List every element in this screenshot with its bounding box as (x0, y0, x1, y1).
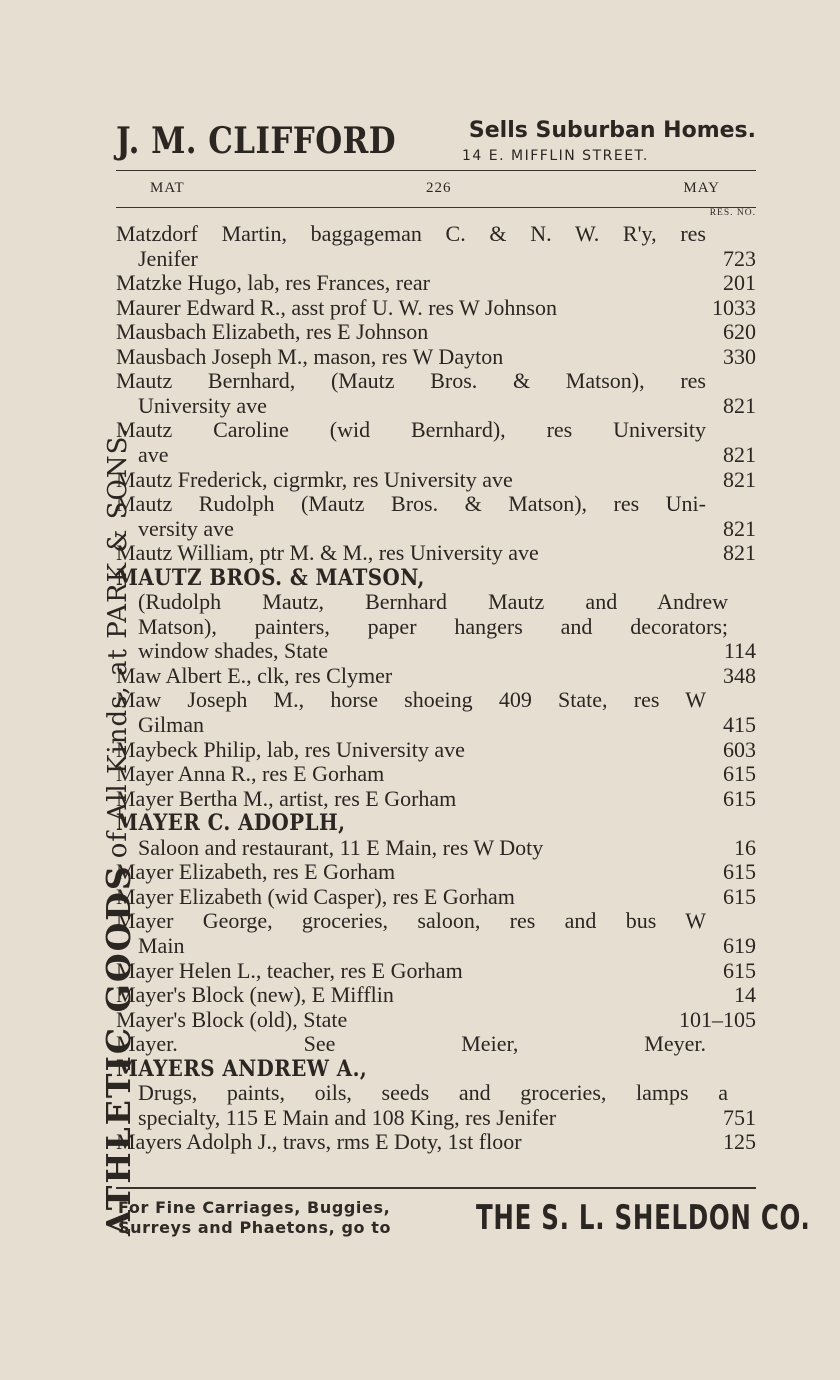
entry-text: Mayer Elizabeth, res E Gorham (116, 859, 396, 885)
directory-entry (116, 688, 756, 712)
residence-number: 16 (734, 834, 756, 860)
entry-text: Mayer. See Meier, Meyer. (116, 1031, 706, 1057)
directory-entry (138, 394, 756, 418)
directory-entry (138, 590, 756, 614)
entry-text: Matzke Hugo, lab, res Frances, rear (116, 270, 430, 296)
residence-number: 821 (723, 441, 756, 467)
entry-text: Mayer Anna R., res E Gorham (116, 761, 385, 787)
directory-entry (138, 517, 756, 541)
entry-text: Maurer Edward R., asst prof U. W. res W Johnson (116, 294, 557, 320)
entry-text: specialty, 115 E Main and 108 King, res Jenifer (138, 1104, 557, 1130)
residence-number: 615 (723, 957, 756, 983)
footer-advertisement (116, 1196, 811, 1242)
directory-entry (116, 664, 756, 688)
entry-text: Drugs, paints, oils, seeds and groceries, lamps a (138, 1080, 728, 1106)
entry-text: (Rudolph Mautz, Bernhard Mautz and Andrew (138, 589, 728, 615)
running-head-right: MAY (683, 180, 720, 196)
residence-number: 348 (723, 662, 756, 688)
directory-entry (116, 345, 756, 369)
residence-number: 14 (734, 982, 756, 1008)
directory-entry (116, 418, 756, 442)
side-ad-text: of All Kinds, at PARK & SONS. (103, 427, 133, 859)
res-no-label: RES. NO. (709, 208, 756, 218)
directory-entry (116, 983, 756, 1007)
directory-heading (116, 566, 756, 590)
footer-line-2: Surreys and Phaetons, go to (118, 1218, 392, 1237)
header-brand: J. M. CLIFFORD (116, 120, 397, 162)
entry-text: Mautz Bernhard, (Mautz Bros. & Matson), res (116, 368, 706, 394)
entry-text: Mayer's Block (old), State (116, 1006, 348, 1032)
directory-entry (116, 271, 756, 295)
entry-text: Maybeck Philip, lab, res University ave (116, 736, 465, 762)
directory-entry (138, 1081, 756, 1105)
header-tagline: Sells Suburban Homes. (468, 118, 756, 143)
footer-line-1: For Fine Carriages, Buggies, (118, 1198, 391, 1217)
directory-entry (116, 320, 756, 344)
residence-number: 101–105 (679, 1006, 756, 1032)
residence-number: 330 (723, 343, 756, 369)
residence-number: 615 (723, 883, 756, 909)
directory-entry (138, 836, 756, 860)
residence-number: 201 (723, 270, 756, 296)
residence-number: 723 (723, 245, 756, 271)
running-head (116, 180, 756, 200)
entry-text: Mausbach Elizabeth, res E Johnson (116, 319, 429, 345)
residence-number: 114 (723, 638, 756, 664)
residence-number: 615 (723, 761, 756, 787)
entry-text: Mausbach Joseph M., mason, res W Dayton (116, 343, 504, 369)
entry-text: Mautz Rudolph (Mautz Bros. & Matson), res Uni- (116, 491, 706, 517)
entry-text: Saloon and restaurant, 11 E Main, res W Doty (138, 834, 544, 860)
directory-entry (116, 369, 756, 393)
entry-text: MAUTZ BROS. & MATSON, (116, 564, 425, 591)
residence-number: 619 (723, 932, 756, 958)
entry-text: Mautz William, ptr M. & M., res University ave (116, 540, 539, 566)
residence-number: 1033 (712, 294, 756, 320)
directory-entry (116, 296, 756, 320)
directory-entry (116, 492, 756, 516)
footer-company: THE S. L. SHELDON CO. (476, 1198, 811, 1238)
directory-entry (138, 934, 756, 958)
directory-entry (116, 1130, 756, 1154)
entry-text: Maw Albert E., clk, res Clymer (116, 662, 393, 688)
directory-entry (138, 247, 756, 271)
side-ad-headline: ATHLETIC GOODS (98, 864, 138, 1236)
residence-number: 603 (723, 736, 756, 762)
page-number: 226 (426, 180, 452, 196)
entry-text: Maw Joseph M., horse shoeing 409 State, res W (116, 687, 706, 713)
header-rule (116, 170, 756, 171)
residence-number: 821 (723, 515, 756, 541)
entry-text: Mayer's Block (new), E Mifflin (116, 982, 394, 1008)
directory-entry (116, 1008, 756, 1032)
entry-text: University ave (138, 392, 267, 418)
entry-text: Mautz Frederick, cigrmkr, res University ave (116, 466, 513, 492)
entry-text: Mayer Helen L., teacher, res E Gorham (116, 957, 463, 983)
residence-number: 821 (723, 540, 756, 566)
directory-entry (116, 762, 756, 786)
entry-text: Main (138, 932, 185, 958)
residence-number: 821 (723, 466, 756, 492)
header-advertisement (116, 116, 756, 170)
running-head-rule (116, 207, 756, 208)
entry-text: Matzdorf Martin, baggageman C. & N. W. R'y, res (116, 221, 706, 246)
directory-entry (116, 1032, 756, 1056)
directory-heading (116, 1057, 756, 1081)
directory-entry (116, 541, 756, 565)
directory-entry (116, 468, 756, 492)
residence-number: 620 (723, 319, 756, 345)
residence-number: 415 (723, 712, 756, 737)
entry-text: Mayer Bertha M., artist, res E Gorham (116, 785, 457, 811)
entry-text: ave (138, 441, 169, 467)
footer-rule (116, 1187, 756, 1189)
entry-text: Mautz Caroline (wid Bernhard), res University (116, 417, 706, 443)
entry-text: Mayers Adolph J., travs, rms E Doty, 1st floor (116, 1129, 522, 1155)
entry-text: Mayer George, groceries, saloon, res and bus W (116, 908, 706, 934)
directory-entry (116, 222, 756, 246)
directory-heading (116, 811, 756, 835)
directory-entry (116, 885, 756, 909)
directory-entry (138, 443, 756, 467)
directory-entry (138, 1106, 756, 1130)
running-head-left: MAT (150, 180, 185, 196)
entry-text: versity ave (138, 515, 234, 541)
directory-entry (116, 909, 756, 933)
residence-number: 821 (723, 392, 756, 418)
directory-entry (138, 615, 756, 639)
residence-number: 615 (723, 785, 756, 811)
residence-number: 615 (723, 859, 756, 885)
directory-entry (116, 738, 756, 762)
entry-text: Mayer Elizabeth (wid Casper), res E Gorham (116, 883, 515, 909)
directory-entry (138, 713, 756, 737)
residence-number: 125 (723, 1129, 756, 1155)
entry-text: window shades, State (138, 638, 329, 664)
entry-text: Gilman (138, 712, 204, 737)
residence-number: 751 (723, 1104, 756, 1130)
directory-entry (116, 860, 756, 884)
header-address: 14 E. MIFFLIN STREET. (462, 148, 649, 164)
entry-text: MAYER C. ADOPLH, (116, 810, 346, 837)
directory-entry (116, 787, 756, 811)
directory-entry (116, 959, 756, 983)
directory-entry (138, 639, 756, 663)
entry-text: Jenifer (138, 245, 198, 271)
entry-text: MAYERS ANDREW A., (116, 1055, 368, 1082)
entry-text: Matson), painters, paper hangers and decorators; (138, 613, 728, 639)
